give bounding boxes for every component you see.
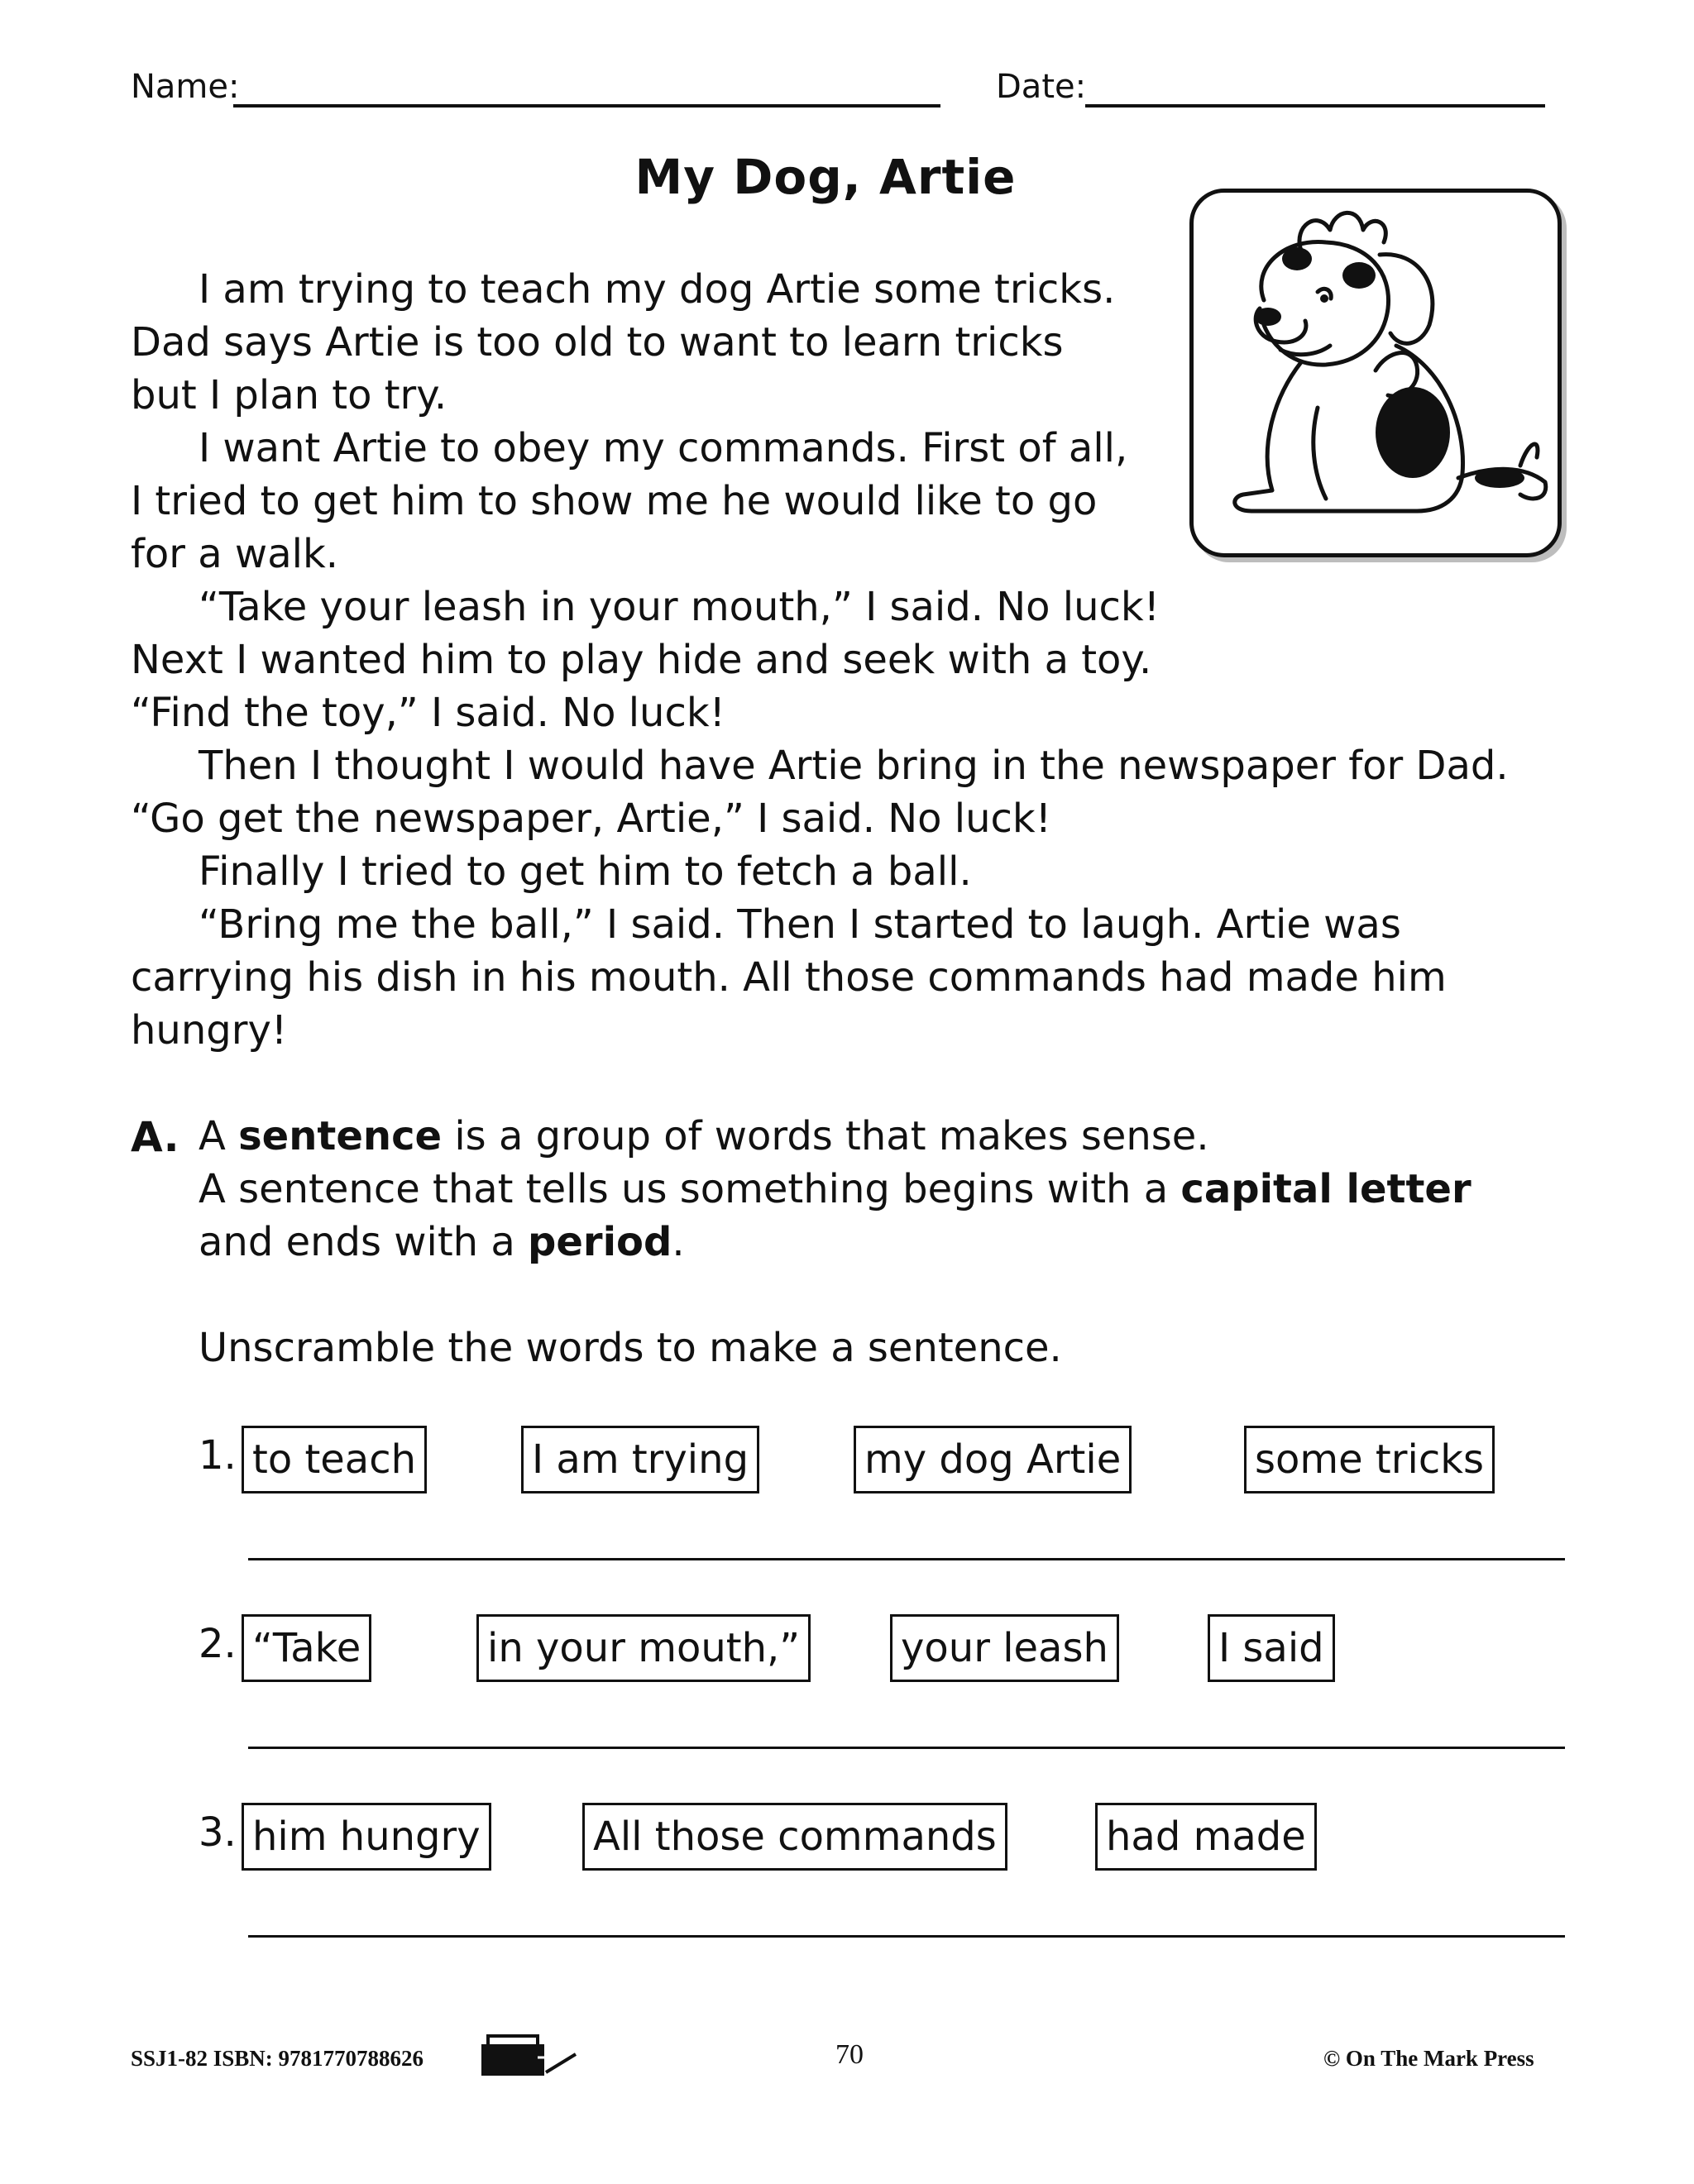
publisher: © On The Mark Press — [1323, 2046, 1534, 2071]
story-line: Finally I tried to get him to fetch a ball. — [199, 848, 972, 895]
word-box: to teach — [242, 1426, 427, 1493]
word-box: in your mouth,” — [476, 1614, 811, 1682]
word-box: my dog Artie — [854, 1426, 1132, 1493]
story-line: Then I thought I would have Artie bring in the newspaper for Dad. — [199, 743, 1509, 789]
exercise-number: 1. — [199, 1432, 237, 1479]
word-box: some tricks — [1244, 1426, 1495, 1493]
word-box: had made — [1095, 1803, 1317, 1871]
exercise-number: 2. — [199, 1621, 237, 1667]
printer-icon — [480, 2033, 579, 2079]
page-title: My Dog, Artie — [634, 149, 1017, 205]
date-label: Date: — [996, 68, 1087, 106]
instruction: Unscramble the words to make a sentence. — [199, 1325, 1062, 1371]
answer-line[interactable] — [248, 1747, 1565, 1749]
date-field[interactable] — [1085, 104, 1545, 108]
section-a-line-2: A sentence that tells us something begins with a capital letter — [199, 1166, 1471, 1212]
dog-icon — [1194, 193, 1558, 553]
story-line: “Go get the newspaper, Artie,” I said. No luck! — [131, 796, 1051, 842]
story-line: for a walk. — [131, 531, 338, 577]
page-number: 70 — [835, 2039, 864, 2070]
story-line: “Bring me the ball,” I said. Then I started to laugh. Artie was — [199, 901, 1401, 948]
story-line: “Take your leash in your mouth,” I said. No luck! — [199, 584, 1160, 630]
word-box: “Take — [242, 1614, 371, 1682]
section-a-line-1: A sentence is a group of words that makes sense. — [199, 1113, 1209, 1159]
word-box: I said — [1208, 1614, 1335, 1682]
story-line: I want Artie to obey my commands. First of all, — [199, 425, 1128, 471]
story-line: Next I wanted him to play hide and seek with a toy. — [131, 637, 1152, 683]
exercise-number: 3. — [199, 1809, 237, 1856]
answer-line[interactable] — [248, 1558, 1565, 1560]
story-line: but I plan to try. — [131, 372, 447, 418]
word-box: I am trying — [521, 1426, 759, 1493]
name-field[interactable] — [233, 104, 940, 108]
story-line: I tried to get him to show me he would like to go — [131, 478, 1098, 524]
story-line: I am trying to teach my dog Artie some tricks. — [199, 266, 1116, 313]
name-label: Name: — [131, 68, 240, 106]
section-letter: A. — [131, 1113, 179, 1161]
story-line: “Find the toy,” I said. No luck! — [131, 690, 725, 736]
word-box: him hungry — [242, 1803, 491, 1871]
answer-line[interactable] — [248, 1935, 1565, 1938]
section-a-line-3: and ends with a period. — [199, 1219, 685, 1265]
story-line: hungry! — [131, 1007, 288, 1054]
footer-code: SSJ1-82 ISBN: 9781770788626 — [131, 2046, 424, 2071]
story-line: Dad says Artie is too old to want to learn tricks — [131, 319, 1064, 366]
word-box: All those commands — [582, 1803, 1007, 1871]
dog-illustration — [1189, 189, 1562, 557]
word-box: your leash — [890, 1614, 1119, 1682]
story-line: carrying his dish in his mouth. All those commands had made him — [131, 954, 1447, 1001]
